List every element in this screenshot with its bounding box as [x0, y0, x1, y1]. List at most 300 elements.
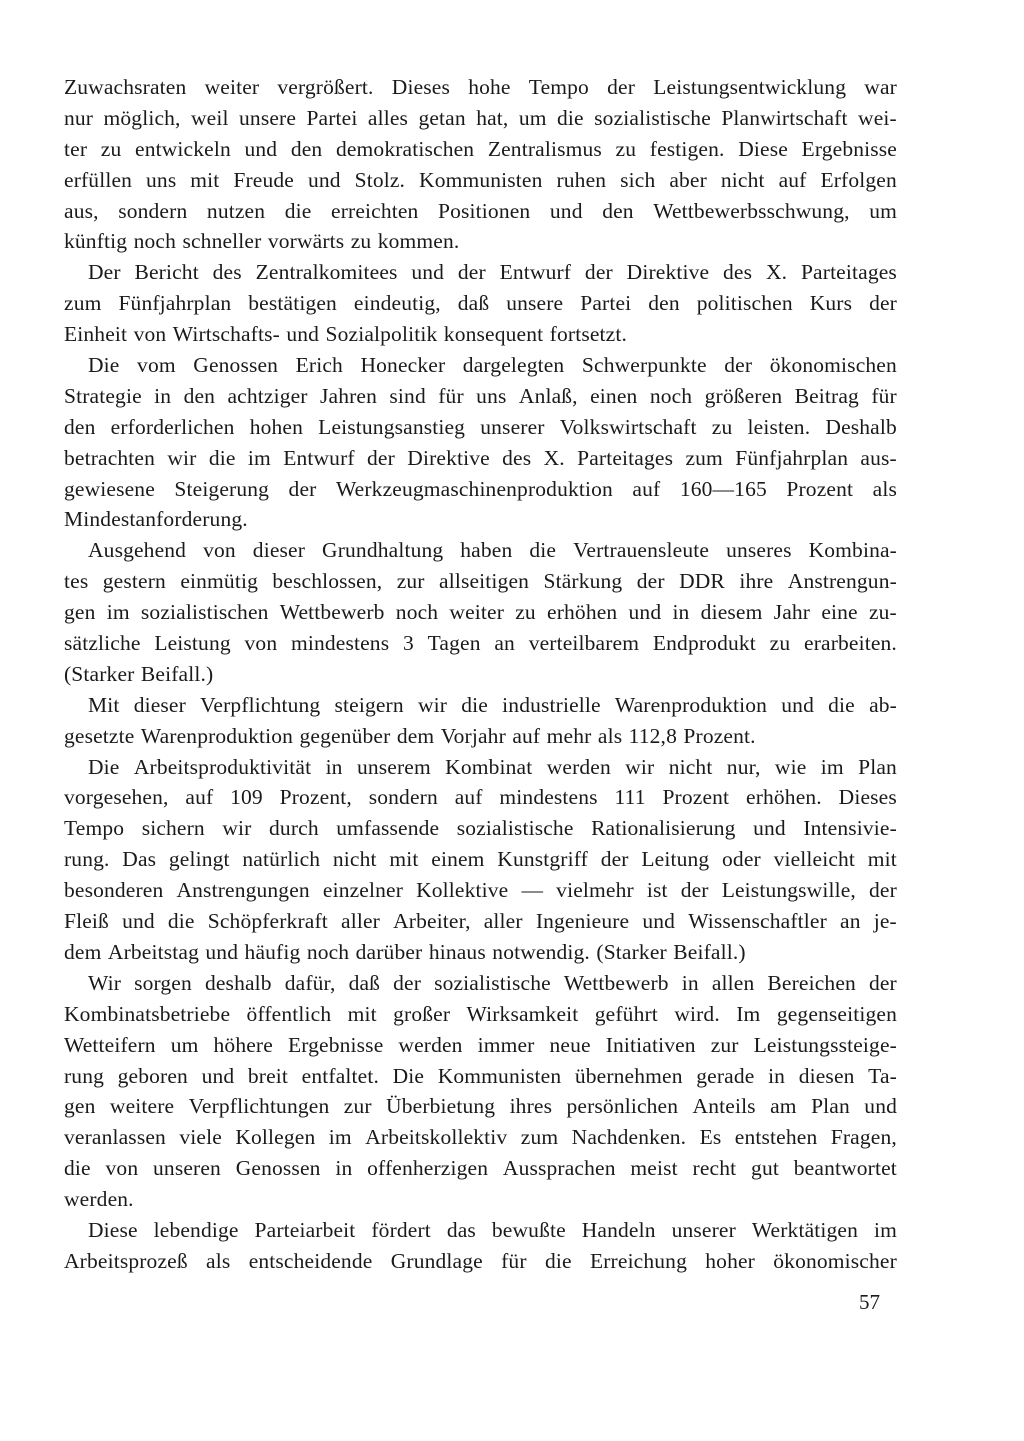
word: sätzliche: [64, 631, 141, 656]
word: Bereichen: [767, 970, 856, 995]
word: darüber: [355, 939, 423, 964]
word: dargelegten: [462, 353, 565, 378]
word: an: [840, 909, 861, 934]
word: dafür,: [284, 970, 336, 995]
word: 160—165: [679, 476, 767, 501]
word: Plan: [858, 754, 897, 779]
word: die: [284, 198, 312, 223]
word: Zentralkomitees: [255, 260, 398, 285]
word: gen: [64, 1094, 96, 1119]
word: Überbietung: [386, 1094, 496, 1119]
word: aber: [669, 167, 707, 192]
word: politischen: [696, 291, 793, 316]
word: daß: [348, 970, 381, 995]
word: bewußte: [491, 1217, 566, 1242]
word: und: [549, 198, 583, 223]
word: Steigerung: [174, 476, 270, 501]
word: sichern: [141, 816, 205, 841]
word: einmütig: [180, 569, 258, 594]
word: sind: [389, 383, 426, 408]
word: Ingenieure: [535, 909, 630, 934]
word: entfaltet.: [301, 1063, 379, 1088]
word: werden: [546, 754, 611, 779]
word: Leistungsanstieg: [318, 414, 466, 439]
word: Prozent: [662, 785, 730, 810]
word: rung: [64, 1063, 105, 1088]
text-line: [64, 474, 897, 505]
word: Beitrag: [794, 383, 859, 408]
word: die: [529, 538, 557, 563]
text-line: [64, 937, 897, 968]
word: Ausgehend: [88, 538, 187, 563]
word: Die: [392, 1063, 425, 1088]
text-line: [64, 1091, 897, 1122]
word: wei-: [858, 105, 897, 130]
word: das: [446, 1217, 476, 1242]
text-line: [64, 752, 897, 783]
word: Die: [88, 754, 120, 779]
word: weil: [190, 105, 229, 130]
word: als: [597, 723, 623, 748]
word: der: [584, 260, 613, 285]
word: werden.: [64, 1187, 134, 1212]
text-line: [64, 1184, 897, 1215]
word: Kombinat: [445, 754, 533, 779]
word: des: [212, 260, 242, 285]
word: Deshalb: [825, 414, 897, 439]
word: und: [286, 322, 320, 347]
text-line: [64, 412, 897, 443]
word: umfassende: [336, 816, 440, 841]
text-line: [64, 813, 897, 844]
word: ab-: [869, 692, 897, 717]
text-line: [64, 1122, 897, 1153]
word: vom: [137, 353, 176, 378]
word: Bericht: [134, 260, 199, 285]
word: unsere: [506, 291, 564, 316]
word: durch: [269, 816, 319, 841]
word: in: [325, 754, 343, 779]
word: Stolz.: [354, 167, 406, 192]
word: von: [133, 322, 167, 347]
word: Direktive: [407, 445, 490, 470]
word: ökonomischer: [773, 1248, 897, 1273]
word: X.: [765, 260, 788, 285]
word: Anstrengungen: [176, 878, 310, 903]
word: Verpflichtung: [200, 692, 321, 717]
word: des: [502, 445, 532, 470]
word: —: [521, 878, 544, 903]
word: öffentlich: [246, 1001, 332, 1026]
text-line: [64, 134, 897, 165]
word: persönlichen: [566, 1094, 679, 1119]
word: Wetteifern: [64, 1032, 156, 1057]
word: Anlaß,: [518, 383, 578, 408]
word: als: [872, 476, 897, 501]
word: festigen.: [649, 136, 725, 161]
word: sozialistische: [594, 105, 711, 130]
word: auf: [778, 167, 807, 192]
word: aller: [483, 909, 523, 934]
word: Leistungsentwicklung: [653, 75, 847, 99]
word: sondern: [368, 785, 438, 810]
word: erreichten: [331, 198, 419, 223]
word: zu: [350, 229, 372, 254]
word: Wir: [88, 970, 122, 995]
word: und: [864, 1094, 897, 1119]
word: und: [642, 909, 676, 934]
word: den: [183, 383, 216, 408]
word: im: [873, 1217, 897, 1242]
word: Rationalisierung: [591, 816, 736, 841]
word: Grundlage: [390, 1248, 483, 1273]
word: im: [328, 1125, 352, 1150]
word: Freude: [233, 167, 294, 192]
word: weiter: [449, 600, 505, 625]
word: aller: [341, 909, 380, 934]
word: Parteiarbeit: [254, 1217, 356, 1242]
word: der: [868, 970, 897, 995]
word: in: [768, 1063, 786, 1088]
text-line: [64, 443, 897, 474]
word: gesetzte: [64, 723, 135, 748]
text-line: [64, 721, 897, 752]
word: Tempo: [64, 816, 125, 841]
word: erarbeiten.: [804, 631, 897, 656]
word: zum: [64, 291, 102, 316]
word: Endprodukt: [652, 631, 756, 656]
text-line: [64, 350, 897, 381]
word: und: [201, 1063, 235, 1088]
word: erfüllen: [64, 167, 133, 192]
word: am: [770, 1094, 797, 1119]
word: X.: [543, 445, 565, 470]
word: gestern: [102, 569, 166, 594]
word: alles: [367, 105, 409, 130]
word: geboren: [117, 1063, 188, 1088]
word: der: [607, 75, 636, 99]
word: Vorjahr: [440, 723, 506, 748]
word: je-: [873, 909, 897, 934]
word: und: [628, 600, 662, 625]
word: sozialistische: [434, 970, 551, 995]
word: gerade: [696, 1063, 755, 1088]
word: gewiesene: [64, 476, 155, 501]
word: Jahr: [773, 600, 811, 625]
word: fördert: [371, 1217, 431, 1242]
word: Wissenschaftler: [688, 909, 827, 934]
word: der: [288, 476, 317, 501]
word: erforderlichen: [110, 414, 235, 439]
text-line: [64, 1030, 897, 1061]
word: um: [170, 1032, 199, 1057]
word: Schöpferkraft: [207, 909, 328, 934]
word: vielmehr: [556, 878, 634, 903]
word: eine: [821, 600, 858, 625]
word: industrielle: [502, 692, 601, 717]
word: Genossen: [193, 353, 279, 378]
word: Prozent,: [279, 785, 352, 810]
text-line: [64, 226, 897, 257]
word: im: [820, 754, 844, 779]
word: auf: [454, 785, 483, 810]
word: der: [869, 878, 897, 903]
text-line: [64, 504, 897, 535]
word: auf: [632, 476, 661, 501]
word: (Starker: [64, 661, 135, 686]
word: sozialistischen: [140, 600, 269, 625]
word: der: [457, 260, 486, 285]
word: Dieses: [838, 785, 897, 810]
word: Werkzeugmaschinenproduktion: [335, 476, 613, 501]
word: hat,: [476, 105, 509, 130]
word: vergrößert.: [277, 75, 374, 99]
word: Die: [88, 353, 120, 378]
text-line: [64, 597, 897, 628]
word: ihre: [739, 569, 774, 594]
word: Kurs: [809, 291, 853, 316]
word: natürlich: [242, 847, 321, 872]
word: nicht: [720, 167, 765, 192]
text-line: [64, 381, 897, 412]
word: hohen: [249, 414, 303, 439]
word: mehr: [546, 723, 592, 748]
word: Einheit: [64, 322, 128, 347]
word: an: [494, 631, 515, 656]
word: wir: [625, 754, 655, 779]
word: diesen: [798, 1063, 855, 1088]
word: nutzen: [206, 198, 266, 223]
word: wir: [167, 445, 197, 470]
word: Arbeitsproduktivität: [133, 754, 312, 779]
word: Kollegen: [235, 1125, 316, 1150]
word: Fünfjahrplan: [118, 291, 232, 316]
page-number: 57: [859, 1290, 880, 1314]
word: vorwärts: [267, 229, 345, 254]
word: fortsetzt.: [549, 322, 627, 347]
word: Leistungssteige-: [753, 1032, 897, 1057]
word: aus,: [64, 198, 99, 223]
word: notwendig.: [492, 939, 590, 964]
word: hohe: [468, 75, 511, 99]
word: in: [672, 600, 690, 625]
word: in: [154, 383, 172, 408]
text-line: [64, 782, 897, 813]
word: unserem: [356, 754, 431, 779]
word: recht: [692, 1156, 737, 1181]
word: Warenproduktion: [614, 692, 768, 717]
word: erhöhen.: [746, 785, 822, 810]
word: Honecker: [360, 353, 446, 378]
word: die: [544, 1248, 572, 1273]
word: und: [307, 167, 341, 192]
word: mit: [190, 167, 220, 192]
word: im: [106, 600, 130, 625]
word: Planwirtschaft: [721, 105, 848, 130]
word: um: [518, 105, 547, 130]
text-line: [64, 999, 897, 1030]
word: ist: [646, 878, 668, 903]
word: nicht: [668, 754, 713, 779]
word: größeren: [704, 383, 783, 408]
word: werden: [398, 1032, 463, 1057]
word: sich: [620, 167, 656, 192]
word: 109: [230, 785, 263, 810]
word: Dieses: [391, 75, 450, 99]
word: für: [438, 383, 464, 408]
word: allen: [711, 970, 755, 995]
word: entscheidende: [248, 1248, 373, 1273]
word: Aussprachen: [502, 1156, 616, 1181]
word: Der: [88, 260, 121, 285]
word: von: [244, 631, 278, 656]
word: auf: [512, 723, 541, 748]
word: breit: [247, 1063, 289, 1088]
word: der: [636, 569, 665, 594]
word: mit: [347, 1001, 377, 1026]
word: uns: [146, 167, 177, 192]
word: Erich: [295, 353, 343, 378]
word: Parteitages: [577, 445, 674, 470]
text-line: [64, 103, 897, 134]
word: Genossen: [235, 1156, 321, 1181]
word: zur: [343, 1094, 372, 1119]
word: Initiativen: [605, 1032, 696, 1057]
word: Tempo: [528, 75, 589, 99]
word: zur: [396, 569, 425, 594]
word: achtziger: [227, 383, 308, 408]
word: Zuwachsraten: [64, 75, 187, 99]
word: zu: [615, 136, 637, 161]
text-line: [64, 906, 897, 937]
word: tes: [64, 569, 89, 594]
word: mindestens: [499, 785, 598, 810]
word: Arbeitskollektiv: [365, 1125, 508, 1150]
word: Es: [699, 1125, 722, 1150]
word: möglich,: [103, 105, 181, 130]
word: im: [247, 445, 271, 470]
word: noch: [395, 600, 439, 625]
word: zu: [711, 414, 733, 439]
word: Arbeitsprozeß: [64, 1248, 188, 1273]
text-line: [64, 196, 897, 227]
word: hoher: [705, 1248, 755, 1273]
word: die: [208, 445, 236, 470]
word: Wettbewerb: [279, 600, 385, 625]
word: Jahren: [320, 383, 378, 408]
word: kommen.: [377, 229, 460, 254]
word: Volkswirtschaft: [559, 414, 697, 439]
word: als: [206, 1248, 231, 1273]
word: deshalb: [204, 970, 272, 995]
word: die: [557, 105, 584, 130]
word: zu: [769, 631, 791, 656]
word: dem: [396, 723, 435, 748]
word: der: [600, 847, 629, 872]
word: unseres: [726, 538, 792, 563]
text-line: [64, 844, 897, 875]
word: demokratischen: [335, 136, 475, 161]
word: Stärkung: [543, 569, 623, 594]
word: ter: [64, 136, 88, 161]
word: rung.: [64, 847, 110, 872]
word: Kommunisten: [437, 1063, 562, 1088]
word: daß: [457, 291, 490, 316]
word: allseitigen: [439, 569, 530, 594]
word: und: [411, 260, 445, 285]
word: Kombina-: [808, 538, 897, 563]
word: gelingt: [168, 847, 230, 872]
word: und: [244, 136, 278, 161]
word: Diese: [88, 1217, 138, 1242]
word: Diese: [738, 136, 788, 161]
word: den: [602, 198, 634, 223]
word: von: [105, 1156, 139, 1181]
word: ökonomischen: [769, 353, 897, 378]
word: Leistungswille,: [721, 878, 856, 903]
word: Erfolgen: [820, 167, 897, 192]
word: Prozent: [786, 476, 854, 501]
text-line: [64, 968, 897, 999]
word: unserer: [671, 1217, 736, 1242]
word: Anstrengun-: [787, 569, 897, 594]
word: Kombinatsbetriebe: [64, 1001, 231, 1026]
word: der: [724, 353, 753, 378]
word: in: [335, 1156, 353, 1181]
word: Warenproduktion: [140, 723, 294, 748]
word: 111: [614, 785, 646, 810]
word: Mindestanforderung.: [64, 507, 248, 532]
word: Positionen: [438, 198, 531, 223]
text-line: [64, 165, 897, 196]
word: hinaus: [428, 939, 486, 964]
word: Sozialpolitik: [325, 322, 438, 347]
word: den: [290, 136, 323, 161]
word: lebendige: [153, 1217, 239, 1242]
word: 3: [402, 631, 414, 656]
word: (Starker: [596, 939, 667, 964]
text-line: [64, 1215, 897, 1246]
word: mit: [389, 847, 419, 872]
word: Das: [122, 847, 157, 872]
word: Ta-: [868, 1063, 897, 1088]
word: Anteils: [692, 1094, 756, 1119]
word: entwickeln: [135, 136, 231, 161]
word: Entwurf: [499, 260, 572, 285]
word: entstehen: [734, 1125, 818, 1150]
word: um: [869, 198, 897, 223]
word: Plan: [811, 1094, 850, 1119]
word: Kollektive: [416, 878, 509, 903]
word: besonderen: [64, 878, 164, 903]
word: in: [681, 970, 699, 995]
word: zur: [710, 1032, 739, 1057]
word: zu: [515, 600, 536, 625]
word: zum: [520, 1125, 559, 1150]
word: bestätigen: [248, 291, 337, 316]
word: diesem: [700, 600, 763, 625]
text-line: [64, 628, 897, 659]
document-page: [64, 72, 897, 1277]
word: sorgen: [134, 970, 192, 995]
word: Wettbewerbsschwung,: [653, 198, 850, 223]
text-line: [64, 1153, 897, 1184]
word: beschlossen,: [272, 569, 383, 594]
text-line: [64, 659, 897, 690]
word: Strategie: [64, 383, 142, 408]
word: Partei: [306, 105, 358, 130]
word: und: [122, 909, 155, 934]
